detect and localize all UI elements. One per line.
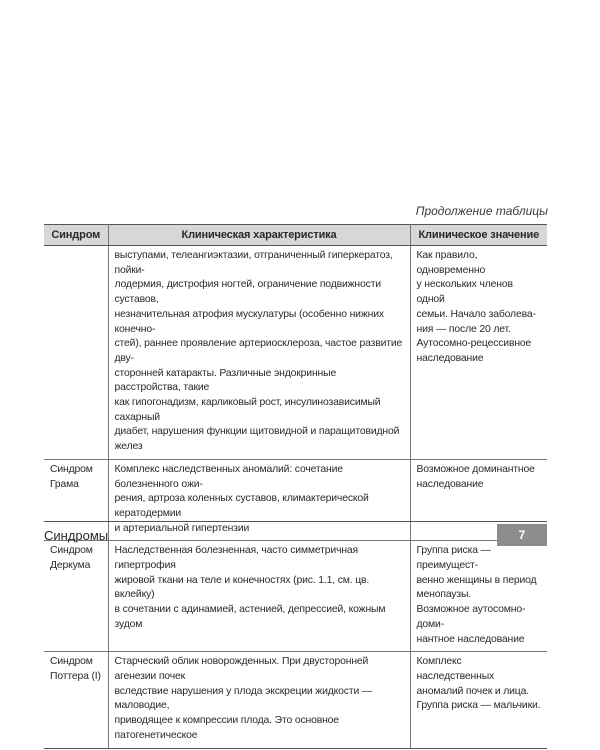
text-line: венно женщины в период (416, 574, 537, 586)
cell-clinical-characteristic (108, 652, 410, 748)
header-clinical-characteristic: Клиническая характеристика (108, 225, 410, 246)
cell-clinical-characteristic (108, 246, 410, 460)
text-line: семьи. Начало заболева- (416, 308, 536, 320)
page-number-badge: 7 (497, 524, 547, 546)
text-line: Возможное аутосомно-доми- (416, 604, 526, 630)
text-line: вследствие нарушения у плода экскреции жидкости — маловодие, (114, 685, 373, 712)
text-line: Аутосомно-рецессивное (416, 338, 532, 350)
text-line: Поттера (I) (50, 670, 101, 682)
table-row (44, 541, 547, 652)
text-line: Старческий облик новорожденных. При двусторонней агенезии почек (114, 656, 369, 682)
running-footer-title: Синдромы (44, 528, 109, 543)
text-line: Группа риска — преимущест- (416, 545, 491, 572)
table-continuation-note: Продолжение таблицы (415, 204, 548, 218)
text-line: диабет, нарушения функции щитовидной и паращитовидной желез (114, 426, 400, 453)
text-line: Деркума (50, 560, 91, 572)
table-row (44, 246, 547, 460)
text-line: и артериальной гипертензии (114, 522, 250, 534)
text-line: наследование (416, 352, 484, 364)
text-line: незначительная атрофия мускулатуры (особенно нижних конечно- (114, 308, 384, 335)
cell-clinical-characteristic (108, 459, 410, 541)
text-line: Синдром (50, 545, 93, 557)
text-line: рения, артроза коленных суставов, климактерической кератодермии (114, 493, 369, 519)
cell-syndrome (44, 541, 108, 652)
text-line: Синдром (50, 656, 93, 668)
cell-clinical-significance (410, 246, 547, 460)
table-row (44, 652, 547, 748)
header-clinical-significance: Клиническое значение (410, 225, 547, 246)
cell-clinical-characteristic (108, 541, 410, 652)
text-line: Наследственная болезненная, часто симметричная гипертрофия (114, 545, 359, 572)
footer-divider (44, 521, 547, 522)
table-header-row (44, 225, 547, 246)
text-line: стей), раннее проявление артериосклероза, частое развитие дву- (114, 338, 403, 364)
text-line: Группа риска — мальчики. (416, 700, 541, 712)
text-line: в сочетании с адинамией, астенией, депрессией, кожным зудом (114, 604, 386, 630)
text-line: приводящее к компрессии плода. Это основное патогенетическое (114, 715, 339, 741)
text-line: наследование (416, 478, 484, 490)
syndromes-table (44, 224, 547, 749)
text-line: аномалий почек и лица. (416, 685, 529, 697)
text-line: нантное наследование (416, 633, 525, 645)
cell-syndrome (44, 652, 108, 748)
text-line: Комплекс наследственных (416, 656, 495, 682)
text-line: выступами, телеангиэктазии, отграниченный гиперкератоз, пойки- (114, 250, 393, 276)
text-line: Возможное доминантное (416, 463, 535, 475)
text-line: у нескольких членов одной (416, 279, 513, 306)
cell-clinical-significance (410, 652, 547, 748)
cell-clinical-significance (410, 541, 547, 652)
header-syndrome: Синдром (44, 225, 108, 246)
text-line: Комплекс наследственных аномалий: сочетание болезненного ожи- (114, 463, 343, 490)
text-line: ния — после 20 лет. (416, 323, 511, 335)
text-line: лодермия, дистрофия ногтей, ограничение подвижности суставов, (114, 279, 381, 306)
text-line: Синдром (50, 463, 93, 475)
text-line: сторонней катаракты. Различные эндокринные расстройства, такие (114, 367, 337, 394)
text-line: менопаузы. (416, 589, 472, 601)
cell-syndrome (44, 246, 108, 460)
text-line: жировой ткани на теле и конечностях (рис. 1.1, см. цв. вклейку) (114, 574, 370, 601)
text-line: Как правило, одновременно (416, 250, 486, 276)
text-line: как гипогонадизм, карликовый рост, инсулинозависимый сахарный (114, 397, 381, 423)
text-line: Грама (50, 478, 79, 490)
table-row (44, 459, 547, 541)
